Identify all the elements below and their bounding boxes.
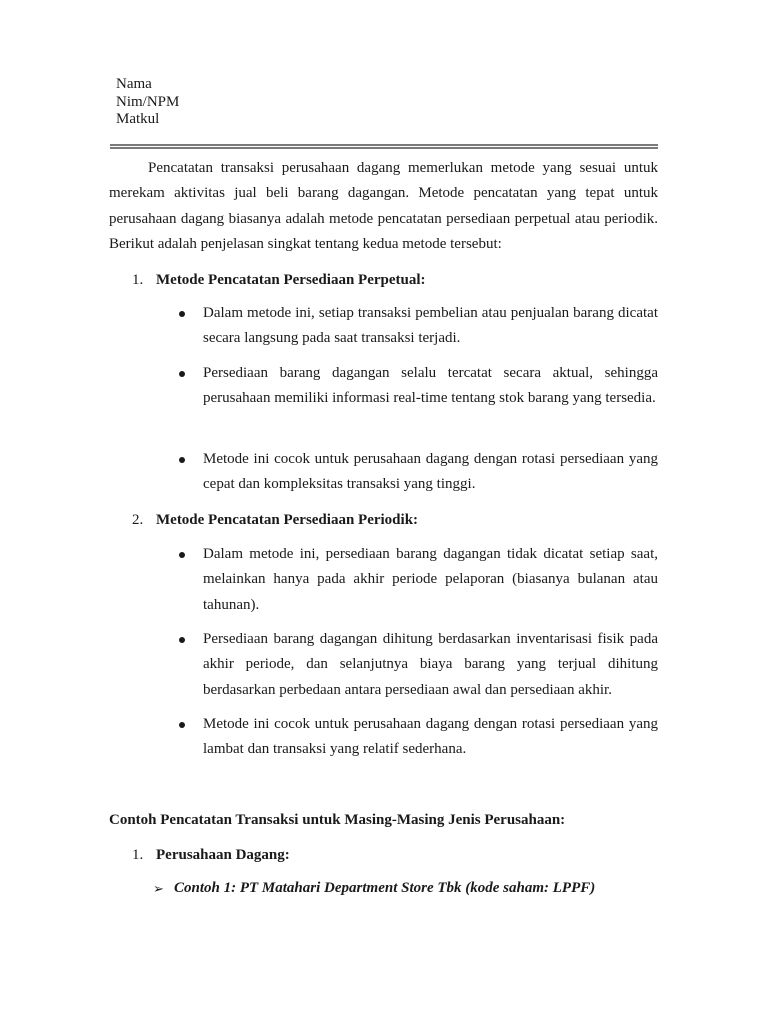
bullet-icon xyxy=(179,457,185,463)
nim-label: Nim/NPM xyxy=(116,93,180,110)
company-section-number: 1. xyxy=(132,847,144,863)
section-2-bullet-1: Dalam metode ini, persediaan barang dagangan tidak dicatat setiap saat, melainkan hanya pada akhir periode pelaporan (biasanya bulanan atau tahunan). xyxy=(203,546,658,613)
section-2-title: Metode Pencatatan Persediaan Periodik: xyxy=(156,512,419,528)
course-label: Matkul xyxy=(116,111,160,127)
section-1-bullet-2: Persediaan barang dagangan selalu tercatat secara aktual, sehingga perusahaan memiliki informasi real-time tentang stok barang yang tersedia. xyxy=(203,365,658,407)
name-label: Nama xyxy=(116,76,152,92)
header-divider xyxy=(110,144,658,149)
section-1-bullet-1: Dalam metode ini, setiap transaksi pembelian atau penjualan barang dicatat secara langsung pada saat transaksi terjadi. xyxy=(203,305,658,347)
bullet-icon xyxy=(179,311,185,317)
examples-heading: Contoh Pencatatan Transaksi untuk Masing-Masing Jenis Perusahaan: xyxy=(109,812,566,828)
section-2-bullet-2: Persediaan barang dagangan dihitung berdasarkan inventarisasi fisik pada akhir periode, dan selanjutnya biaya barang yang terjual dihitung berdasarkan perbedaan antara persediaan awal dan persediaan akhir. xyxy=(203,631,658,698)
bullet-icon xyxy=(179,371,185,377)
bullet-icon xyxy=(179,722,185,728)
section-2-bullet-3: Metode ini cocok untuk perusahaan dagang dengan rotasi persediaan yang lambat dan transaksi yang relatif sederhana. xyxy=(203,716,658,758)
intro-paragraph: Pencatatan transaksi perusahaan dagang memerlukan metode yang sesuai untuk merekam aktivitas jual beli barang dagangan. Metode pencatatan yang tepat untuk perusahaan dagang biasanya adalah metode pencatatan persediaan perpetual atau periodik. Berikut adalah penjelasan singkat tentang kedua metode tersebut: xyxy=(109,160,658,252)
document-header xyxy=(116,76,179,129)
example-title: Contoh 1: PT Matahari Department Store Tbk (kode saham: LPPF) xyxy=(174,880,596,896)
section-2-number: 2. xyxy=(132,512,144,528)
bullet-icon xyxy=(179,552,185,558)
company-section-title: Perusahaan Dagang: xyxy=(156,847,290,863)
arrow-bullet-icon: ➢ xyxy=(153,881,164,896)
section-1-number: 1. xyxy=(132,272,144,288)
section-1-title: Metode Pencatatan Persediaan Perpetual: xyxy=(156,272,426,288)
bullet-icon xyxy=(179,637,185,643)
section-1-bullet-3: Metode ini cocok untuk perusahaan dagang dengan rotasi persediaan yang cepat dan kompleksitas transaksi yang tinggi. xyxy=(203,451,658,493)
